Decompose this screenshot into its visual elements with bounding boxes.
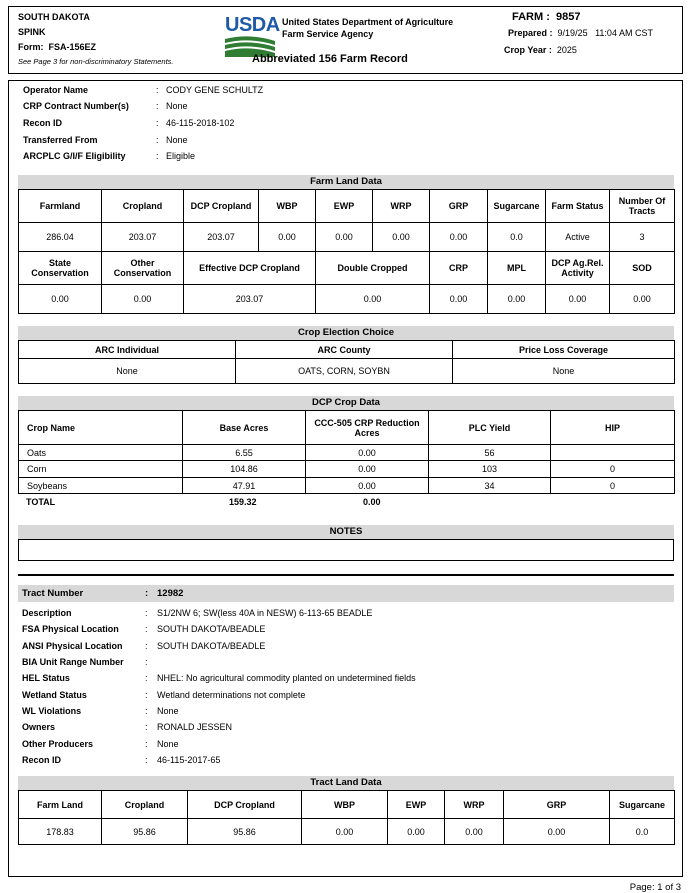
dcp-crop-total-row: [18, 497, 674, 511]
recon-id-value: 46-115-2018-102: [166, 118, 235, 128]
hip-soybeans: 0: [551, 478, 675, 494]
value-crp: 0.00: [430, 285, 488, 314]
header-number-of-tracts: Number Of Tracts: [610, 190, 675, 223]
value-tract-grp: 0.00: [504, 819, 610, 845]
value-sugarcane: 0.0: [488, 223, 546, 252]
colon: :: [145, 588, 149, 599]
tract-land-table: [18, 790, 675, 845]
agency-line-2: Farm Service Agency: [282, 29, 374, 39]
value-other-conservation: 0.00: [102, 285, 184, 314]
value-price-loss-coverage: None: [453, 359, 675, 384]
crp-contract-label: CRP Contract Number(s): [23, 101, 129, 111]
total-crp-reduction: 0.00: [363, 497, 381, 507]
value-wbp: 0.00: [259, 223, 316, 252]
operator-name-value: CODY GENE SCHULTZ: [166, 85, 264, 95]
value-wrp: 0.00: [373, 223, 430, 252]
farm-land-header-row-1: [19, 190, 675, 223]
farm-value: 9857: [556, 11, 581, 23]
header-wbp: WBP: [259, 190, 316, 223]
crop-year-value: 2025: [556, 45, 577, 55]
dcp-crop-table: [18, 410, 675, 494]
value-double-cropped: 0.00: [316, 285, 430, 314]
colon: :: [145, 706, 148, 716]
colon: :: [156, 101, 159, 111]
table-row: [19, 445, 675, 461]
prepared-time: 11:04 AM CST: [595, 28, 653, 38]
value-tract-sugarcane: 0.0: [610, 819, 675, 845]
ansi-location-value: SOUTH DAKOTA/BEADLE: [157, 641, 266, 651]
header-dcp-ag-rel-activity: DCP Ag.Rel. Activity: [546, 252, 610, 285]
tract-recon-id-label: Recon ID: [22, 755, 62, 765]
header-tract-wrp: WRP: [445, 791, 504, 819]
crop-name-corn: Corn: [19, 461, 183, 478]
base-acres-oats: 6.55: [183, 445, 306, 461]
colon: :: [145, 755, 148, 765]
header-arc-county: ARC County: [236, 341, 453, 359]
wetland-status-label: Wetland Status: [22, 690, 87, 700]
colon: :: [156, 85, 159, 95]
farm-label: FARM :: [512, 11, 550, 23]
value-tract-wbp: 0.00: [302, 819, 388, 845]
farm-land-data-title: Farm Land Data: [18, 175, 674, 189]
colon: :: [145, 608, 148, 618]
fsa-location-value: SOUTH DAKOTA/BEADLE: [157, 624, 266, 634]
tract-land-data-title: Tract Land Data: [18, 776, 674, 790]
colon: :: [145, 690, 148, 700]
dcp-crop-data-title: DCP Crop Data: [18, 396, 674, 410]
tract-recon-id-value: 46-115-2017-65: [157, 755, 221, 765]
bia-unit-label: BIA Unit Range Number: [22, 657, 124, 667]
crop-election-value-row: [19, 359, 675, 384]
tract-land-value-row: [19, 819, 675, 845]
transferred-from-label: Transferred From: [23, 135, 98, 145]
wetland-status-value: Wetland determinations not complete: [157, 690, 306, 700]
header-crp: CRP: [430, 252, 488, 285]
crop-election-table: [18, 340, 675, 384]
header-dcp-cropland: DCP Cropland: [184, 190, 259, 223]
wl-violations-value: None: [157, 706, 179, 716]
ansi-location-label: ANSI Physical Location: [22, 641, 123, 651]
crop-name-oats: Oats: [19, 445, 183, 461]
tract-number-bar: [18, 585, 674, 602]
crop-election-title: Crop Election Choice: [18, 326, 674, 340]
value-sod: 0.00: [610, 285, 675, 314]
other-producers-label: Other Producers: [22, 739, 94, 749]
fsa-location-label: FSA Physical Location: [22, 624, 119, 634]
header-tract-cropland: Cropland: [102, 791, 188, 819]
colon: :: [145, 722, 148, 732]
other-producers-value: None: [157, 739, 179, 749]
section-divider: [18, 574, 674, 576]
colon: :: [145, 641, 148, 651]
total-label: TOTAL: [26, 497, 56, 507]
header-double-cropped: Double Cropped: [316, 252, 430, 285]
agency-line-1: United States Department of Agriculture: [282, 17, 454, 27]
table-row: [19, 461, 675, 478]
recon-id-label: Recon ID: [23, 118, 63, 128]
hip-corn: 0: [551, 461, 675, 478]
colon: :: [145, 657, 148, 667]
header-wrp: WRP: [373, 190, 430, 223]
header-mpl: MPL: [488, 252, 546, 285]
farm-land-header-row-2: [19, 252, 675, 285]
dcp-crop-header-row: [19, 411, 675, 445]
crp-reduction-oats: 0.00: [306, 445, 429, 461]
header-other-conservation: Other Conservation: [102, 252, 184, 285]
value-mpl: 0.00: [488, 285, 546, 314]
table-row: [19, 478, 675, 494]
usda-logo-text: USDA: [225, 14, 280, 36]
value-number-of-tracts: 3: [610, 223, 675, 252]
operator-info: [23, 85, 523, 167]
plc-yield-soybeans: 34: [429, 478, 551, 494]
county-name: SPINK: [18, 27, 46, 37]
header-tract-sugarcane: Sugarcane: [610, 791, 675, 819]
header-sod: SOD: [610, 252, 675, 285]
header-tract-dcp-cropland: DCP Cropland: [188, 791, 302, 819]
colon: :: [156, 135, 159, 145]
total-base-acres: 159.32: [229, 497, 257, 507]
crp-contract-value: None: [166, 101, 188, 111]
transferred-from-value: None: [166, 135, 188, 145]
form-value: FSA-156EZ: [48, 42, 97, 52]
description-value: S1/2NW 6; SW(less 40A in NESW) 6-113-65 BEADLE: [157, 608, 373, 618]
notes-box: [18, 539, 674, 561]
header-farm-land: Farm Land: [19, 791, 102, 819]
header-sugarcane: Sugarcane: [488, 190, 546, 223]
header-tract-wbp: WBP: [302, 791, 388, 819]
header-base-acres: Base Acres: [183, 411, 306, 445]
operator-name-label: Operator Name: [23, 85, 89, 95]
document-title: Abbreviated 156 Farm Record: [252, 53, 408, 65]
value-farm-land: 178.83: [19, 819, 102, 845]
value-farm-status: Active: [546, 223, 610, 252]
colon: :: [156, 151, 159, 161]
header-tract-grp: GRP: [504, 791, 610, 819]
header-cropland: Cropland: [102, 190, 184, 223]
header-arc-individual: ARC Individual: [19, 341, 236, 359]
header-price-loss-coverage: Price Loss Coverage: [453, 341, 675, 359]
value-tract-cropland: 95.86: [102, 819, 188, 845]
value-farmland: 286.04: [19, 223, 102, 252]
base-acres-soybeans: 47.91: [183, 478, 306, 494]
wl-violations-label: WL Violations: [22, 706, 82, 716]
crop-year-label: Crop Year :: [504, 45, 552, 55]
plc-yield-corn: 103: [429, 461, 551, 478]
colon: :: [145, 673, 148, 683]
base-acres-corn: 104.86: [183, 461, 306, 478]
value-tract-wrp: 0.00: [445, 819, 504, 845]
hel-status-value: NHEL: No agricultural commodity planted on undetermined fields: [157, 673, 416, 683]
crop-election-header-row: [19, 341, 675, 359]
form-label: Form:: [18, 42, 44, 52]
value-state-conservation: 0.00: [19, 285, 102, 314]
value-tract-dcp-cropland: 95.86: [188, 819, 302, 845]
farm-land-value-row-1: [19, 223, 675, 252]
header-ewp: EWP: [316, 190, 373, 223]
header-frame: [8, 6, 683, 74]
value-tract-ewp: 0.00: [388, 819, 445, 845]
hip-oats: [551, 445, 675, 461]
header-plc-yield: PLC Yield: [429, 411, 551, 445]
farm-land-value-row-2: [19, 285, 675, 314]
value-effective-dcp-cropland: 203.07: [184, 285, 316, 314]
header-effective-dcp-cropland: Effective DCP Cropland: [184, 252, 316, 285]
header-farmland: Farmland: [19, 190, 102, 223]
arcplc-eligibility-label: ARCPLC G/I/F Eligibility: [23, 151, 126, 161]
plc-yield-oats: 56: [429, 445, 551, 461]
header-ccc-505-crp-reduction: CCC-505 CRP Reduction Acres: [306, 411, 429, 445]
value-dcp-cropland: 203.07: [184, 223, 259, 252]
non-discrimination-note: See Page 3 for non-discriminatory Statements.: [18, 57, 174, 66]
header-crop-name: Crop Name: [19, 411, 183, 445]
header-state-conservation: State Conservation: [19, 252, 102, 285]
value-arc-county: OATS, CORN, SOYBN: [236, 359, 453, 384]
tract-number-value: 12982: [157, 588, 184, 599]
owners-value: RONALD JESSEN: [157, 722, 233, 732]
value-arc-individual: None: [19, 359, 236, 384]
colon: :: [156, 118, 159, 128]
header-tract-ewp: EWP: [388, 791, 445, 819]
tract-land-header-row: [19, 791, 675, 819]
page-number: Page: 1 of 3: [629, 882, 681, 893]
arcplc-eligibility-value: Eligible: [166, 151, 196, 161]
farm-land-table: [18, 189, 675, 314]
crp-reduction-soybeans: 0.00: [306, 478, 429, 494]
prepared-label: Prepared :: [508, 28, 553, 38]
value-dcp-ag-rel-activity: 0.00: [546, 285, 610, 314]
colon: :: [145, 624, 148, 634]
header-hip: HIP: [551, 411, 675, 445]
hel-status-label: HEL Status: [22, 673, 70, 683]
tract-number-label: Tract Number: [22, 588, 84, 599]
owners-label: Owners: [22, 722, 56, 732]
description-label: Description: [22, 608, 72, 618]
value-ewp: 0.00: [316, 223, 373, 252]
value-grp: 0.00: [430, 223, 488, 252]
state-name: SOUTH DAKOTA: [18, 12, 90, 22]
crp-reduction-corn: 0.00: [306, 461, 429, 478]
crop-name-soybeans: Soybeans: [19, 478, 183, 494]
prepared-value: 9/19/25: [557, 28, 588, 38]
value-cropland: 203.07: [102, 223, 184, 252]
tract-info: [22, 608, 672, 770]
notes-title: NOTES: [18, 525, 674, 539]
colon: :: [145, 739, 148, 749]
header-grp: GRP: [430, 190, 488, 223]
header-farm-status: Farm Status: [546, 190, 610, 223]
